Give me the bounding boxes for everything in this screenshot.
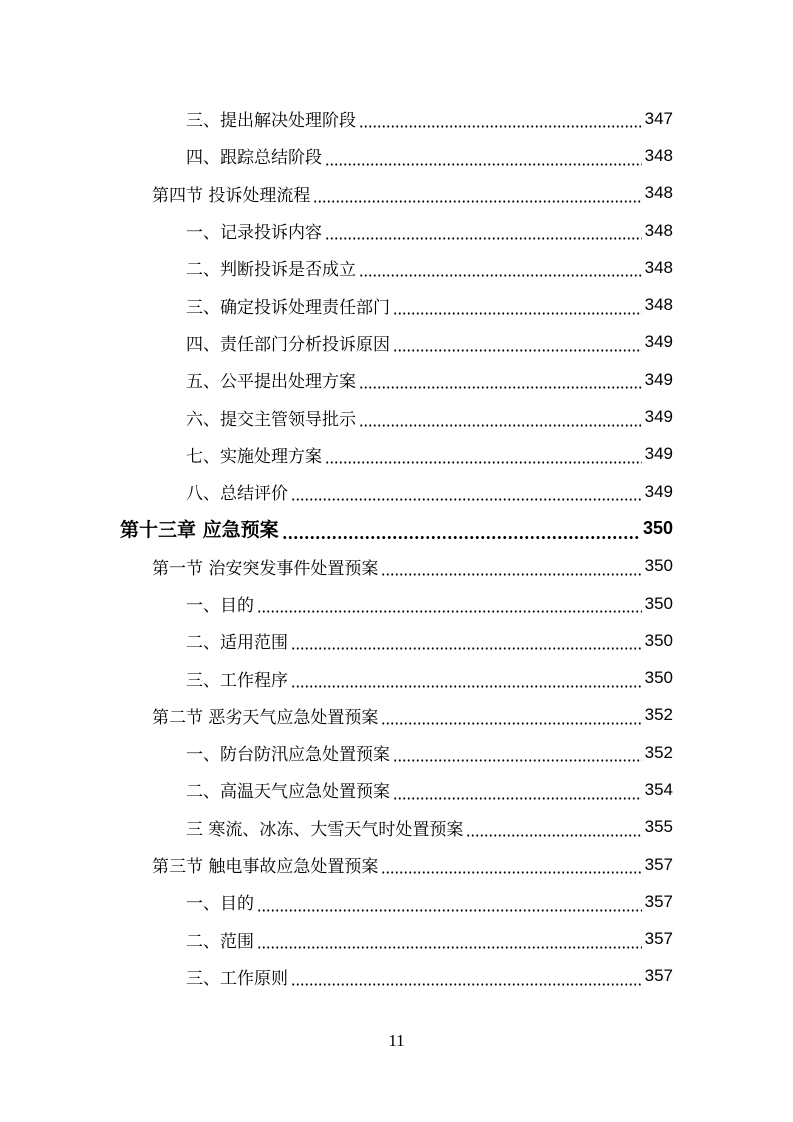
toc-entry-page: 350 — [644, 630, 673, 650]
toc-section-entry[interactable] — [0, 175, 793, 212]
toc-entry-page: 349 — [644, 369, 673, 389]
toc-entry-label: 第十三章 应急预案 — [120, 519, 279, 542]
toc-entry-label: 一、目的 — [186, 596, 254, 616]
table-of-contents — [0, 100, 793, 995]
toc-entry-label: 五、公平提出处理方案 — [186, 372, 356, 393]
toc-entry-label: 四、责任部门分析投诉原因 — [186, 334, 390, 355]
toc-entry-page: 349 — [644, 444, 673, 464]
toc-entry-label: 二、适用范围 — [186, 633, 288, 654]
toc-entry-page: 352 — [644, 742, 673, 762]
toc-leader-dots — [291, 983, 642, 986]
toc-subsection-entry[interactable] — [0, 921, 793, 958]
toc-leader-dots — [325, 461, 642, 464]
toc-leader-dots — [325, 237, 642, 240]
toc-chapter-entry[interactable] — [0, 510, 793, 547]
toc-entry-label: 第一节 治安突发事件处置预案 — [152, 558, 379, 579]
toc-subsection-entry[interactable] — [0, 809, 793, 846]
toc-subsection-entry[interactable] — [0, 734, 793, 771]
toc-entry-page: 348 — [644, 145, 673, 165]
toc-entry-page: 349 — [644, 332, 673, 352]
toc-subsection-entry[interactable] — [0, 286, 793, 323]
toc-leader-dots — [393, 797, 642, 800]
toc-leader-dots — [291, 685, 642, 688]
toc-leader-dots — [257, 946, 642, 949]
toc-entry-page: 348 — [644, 295, 673, 315]
toc-entry-label: 三、确定投诉处理责任部门 — [186, 297, 390, 318]
toc-entry-label: 二、判断投诉是否成立 — [186, 260, 356, 281]
toc-entry-label: 三、工作程序 — [186, 670, 288, 691]
toc-leader-dots — [466, 834, 641, 837]
toc-leader-dots — [381, 722, 641, 725]
toc-entry-page: 349 — [644, 407, 673, 427]
toc-entry-page: 350 — [644, 668, 673, 688]
toc-leader-dots — [257, 909, 642, 912]
toc-subsection-entry[interactable] — [0, 958, 793, 995]
toc-entry-page: 348 — [644, 183, 673, 203]
toc-entry-page: 357 — [644, 854, 673, 874]
toc-leader-dots — [257, 610, 642, 613]
toc-entry-page: 350 — [642, 518, 673, 539]
toc-leader-dots — [291, 647, 642, 650]
toc-subsection-entry[interactable] — [0, 212, 793, 249]
toc-entry-page: 355 — [644, 817, 673, 837]
toc-entry-label: 七、实施处理方案 — [186, 446, 322, 467]
toc-leader-dots — [393, 349, 642, 352]
toc-leader-dots — [359, 125, 642, 128]
toc-entry-label: 四、跟踪总结阶段 — [186, 148, 322, 169]
toc-leader-dots — [359, 386, 642, 389]
toc-subsection-entry[interactable] — [0, 436, 793, 473]
toc-entry-page: 348 — [644, 257, 673, 277]
toc-leader-dots — [359, 274, 642, 277]
toc-subsection-entry[interactable] — [0, 324, 793, 361]
toc-entry-label: 第三节 触电事故应急处置预案 — [152, 857, 379, 878]
toc-section-entry[interactable] — [0, 548, 793, 585]
toc-leader-dots — [381, 871, 641, 874]
toc-entry-label: 二、高温天气应急处置预案 — [186, 782, 390, 803]
toc-leader-dots — [291, 498, 642, 501]
toc-subsection-entry[interactable] — [0, 659, 793, 696]
toc-leader-dots — [282, 536, 640, 539]
toc-entry-page: 352 — [644, 705, 673, 725]
toc-subsection-entry[interactable] — [0, 585, 793, 622]
toc-leader-dots — [393, 312, 642, 315]
toc-entry-label: 二、范围 — [186, 931, 254, 952]
toc-leader-dots — [313, 200, 641, 203]
toc-subsection-entry[interactable] — [0, 883, 793, 920]
toc-subsection-entry[interactable] — [0, 249, 793, 286]
toc-entry-label: 一、防台防汛应急处置预案 — [186, 745, 390, 766]
toc-entry-page: 347 — [644, 108, 673, 128]
toc-entry-label: 三、工作原则 — [186, 968, 288, 989]
toc-entry-page: 354 — [644, 779, 673, 799]
toc-leader-dots — [325, 163, 642, 166]
toc-subsection-entry[interactable] — [0, 622, 793, 659]
toc-subsection-entry[interactable] — [0, 361, 793, 398]
toc-entry-label: 第四节 投诉处理流程 — [152, 185, 311, 206]
toc-subsection-entry[interactable] — [0, 473, 793, 510]
toc-section-entry[interactable] — [0, 697, 793, 734]
toc-entry-page: 348 — [644, 220, 673, 240]
page-number: 11 — [388, 1031, 405, 1050]
toc-leader-dots — [359, 424, 642, 427]
toc-entry-label: 第二节 恶劣天气应急处置预案 — [152, 707, 379, 728]
toc-entry-page: 357 — [644, 929, 673, 949]
toc-section-entry[interactable] — [0, 846, 793, 883]
toc-subsection-entry[interactable] — [0, 398, 793, 435]
toc-entry-label: 三 寒流、冰冻、大雪天气时处置预案 — [186, 819, 464, 840]
toc-entry-page: 357 — [644, 891, 673, 911]
toc-subsection-entry[interactable] — [0, 137, 793, 174]
toc-entry-label: 六、提交主管领导批示 — [186, 409, 356, 430]
toc-entry-page: 350 — [644, 593, 673, 613]
toc-subsection-entry[interactable] — [0, 771, 793, 808]
toc-leader-dots — [393, 759, 642, 762]
toc-entry-page: 349 — [644, 481, 673, 501]
toc-entry-label: 三、提出解决处理阶段 — [186, 111, 356, 132]
toc-entry-label: 一、记录投诉内容 — [186, 223, 322, 244]
toc-leader-dots — [381, 573, 641, 576]
toc-subsection-entry[interactable] — [0, 100, 793, 137]
toc-entry-page: 357 — [644, 966, 673, 986]
toc-entry-label: 八、总结评价 — [186, 484, 288, 505]
toc-entry-label: 一、目的 — [186, 894, 254, 915]
toc-entry-page: 350 — [644, 556, 673, 576]
